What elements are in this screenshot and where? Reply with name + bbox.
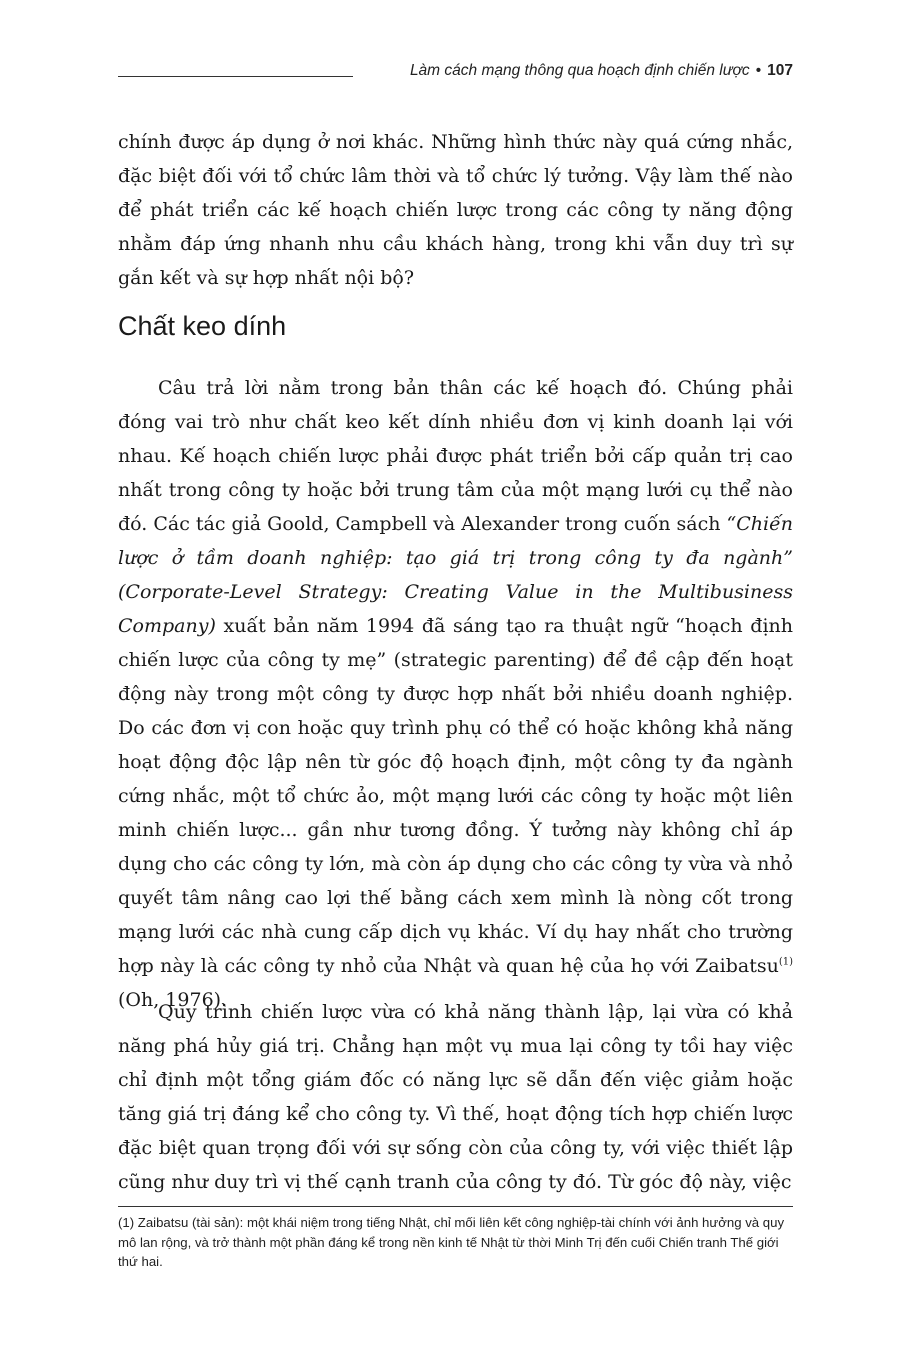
paragraph-glue — [118, 371, 793, 1017]
paragraph-intro: chính được áp dụng ở nơi khác. Những hình thức này quá cứng nhắc, đặc biệt đối với tổ chức lâm thời và tổ chức lý tưởng. Vậy làm thế nào để phát triển các kế hoạch chiến lược trong các công ty năng động nhằm đáp ứng nhanh nhu cầu khách hàng, trong khi vẫn duy trì sự gắn kết và sự hợp nhất nội bộ? — [118, 131, 793, 289]
running-header — [118, 62, 793, 90]
paragraph-process: Quy trình chiến lược vừa có khả năng thành lập, lại vừa có khả năng phá hủy giá trị. Chẳng hạn một vụ mua lại công ty tồi hay việc chỉ định một tổng giám đốc có năng lực sẽ dẫn đến việc giảm hoặc tăng giá trị đáng kể cho công ty. Vì thế, hoạt động tích hợp chiến lược đặc biệt quan trọng đối với sự sống còn của công ty, với việc thiết lập cũng như duy trì vị thế cạnh tranh của công ty đó. Từ góc độ này, việc — [118, 1001, 793, 1193]
header-separator: • — [755, 62, 762, 79]
footnote-divider — [118, 1206, 793, 1207]
section-heading: Chất keo dính — [118, 311, 287, 341]
paragraph-text: (Oh, 1976). — [118, 989, 228, 1011]
header-rule — [118, 76, 353, 77]
paragraph-text: Câu trả lời nằm trong bản thân các kế hoạch đó. Chúng phải đóng vai trò như chất keo kết dính nhiều đơn vị kinh doanh lại với nhau. Kế hoạch chiến lược phải được phát triển bởi cấp quản trị cao nhất trong công ty hoặc bởi trung tâm của một mạng lưới cụ thể nào đó. Các tác giả Goold, Campbell và Alexander trong cuốn sách — [118, 377, 793, 535]
header-text — [410, 62, 793, 80]
footnote-reference[interactable]: (1) — [778, 956, 793, 968]
book-title: “Chiến lược ở tầm doanh nghiệp: tạo giá trị trong công ty đa ngành” (Corporate-Level Strategy: Creating Value in the Multibusiness Company) — [118, 513, 793, 637]
page-number: 107 — [767, 62, 793, 79]
paragraph-text: xuất bản năm 1994 đã sáng tạo ra thuật ngữ “hoạch định chiến lược của công ty mẹ” (strategic parenting) để đề cập đến hoạt động này trong một công ty được hợp nhất bởi nhiều doanh nghiệp. Do các đơn vị con hoặc quy trình phụ có thể có hoặc không khả năng hoạt động độc lập nên từ góc độ hoạch định, một công ty đa ngành cứng nhắc, một tổ chức ảo, một mạng lưới các công ty hoặc một liên minh chiến lược... gần như tương đồng. Ý tưởng này không chỉ áp dụng cho các công ty lớn, mà còn áp dụng cho các công ty vừa và nhỏ quyết tâm nâng cao lợi thế bằng cách xem mình là nòng cốt trong mạng lưới các nhà cung cấp dịch vụ khác. Ví dụ hay nhất cho trường hợp này là các công ty nhỏ của Nhật và quan hệ của họ với Zaibatsu — [118, 615, 793, 977]
footnote: (1) Zaibatsu (tài sản): một khái niệm trong tiếng Nhật, chỉ mối liên kết công nghiệp-tài chính với ảnh hưởng và quy mô lan rộng, và trở thành một phần đáng kể trong nền kinh tế Nhật từ thời Minh Trị đến cuối Chiến tranh Thế giới thứ hai. — [118, 1215, 785, 1269]
running-title: Làm cách mạng thông qua hoạch định chiến lược — [409, 62, 750, 79]
